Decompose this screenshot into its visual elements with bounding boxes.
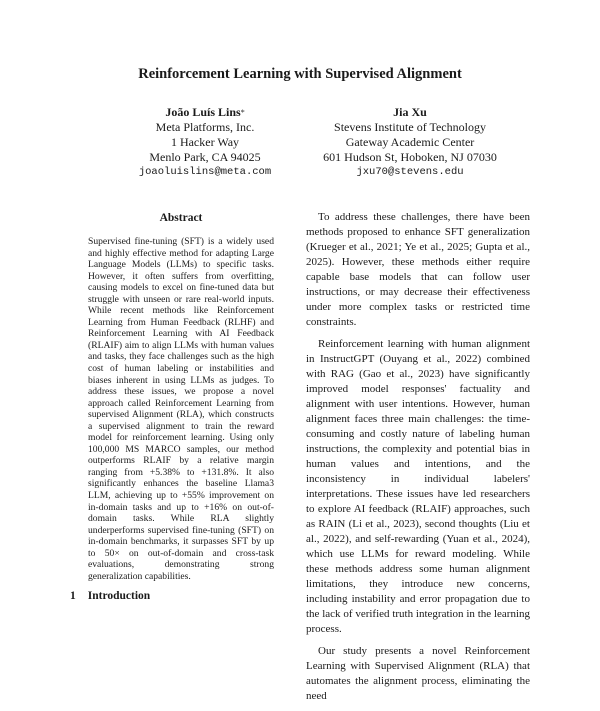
author-footnote-marker: *	[240, 108, 245, 117]
abstract-heading: Abstract	[159, 212, 203, 224]
author-affiliation-line: Menlo Park, CA 94025	[149, 150, 261, 164]
section-heading	[70, 590, 150, 602]
author-block-2	[300, 105, 520, 180]
author-name-text: João Luís Lins	[165, 105, 241, 119]
body-column	[306, 210, 530, 711]
author-affiliation-line: Stevens Institute of Technology	[334, 120, 486, 134]
abstract-text: Supervised fine-tuning (SFT) is a widely used and highly effective method for adapting Large Language Models (LLMs) to specific tasks. However, it often suffers from overfitting, causing models to excel on fine-tuned data but struggle with unseen or rare real-world inputs. While recent methods like Reinforcement Learning from Human Feedback (RLHF) and Reinforcement Learning with AI Feedback (RLAIF) aim to align LLMs with human values and tasks, they face challenges such as the high cost of human labeling or instabilities and biases inherent in using LLMs as judges. To address these issues, we propose a novel approach called Reinforcement Learning from supervised Alignment (RLA), which constructs a supervised alignment to train the reward model for reinforcement learning. Using only 100,000 MS MARCO samples, our method outperforms RLAIF by a relative margin ranging from +5.38% to +131.8%. It also significantly enhances the baseline Llama3 LLM, achieving up to +55% improvement on in-domain tasks and up to +16% on out-of-domain tasks. While RLA slightly underperforms supervised fine-tuning (SFT) on in-domain benchmarks, it surpasses SFT by up to 50× on out-of-domain and cross-task evaluations, demonstrating strong generalization capabilities.	[88, 236, 274, 582]
body-paragraph: Reinforcement learning with human alignment in InstructGPT (Ouyang et al., 2022) combined with RAG (Gao et al., 2023) have significantly improved model responses' factuality and alignment with user intentions. However, human alignment faces three main challenges: the time-consuming and costly nature of labeling human instructions, the complexity and potential bias in human values and intentions, and the inconsistency in individual labelers' interpretations. These issues have led researchers to explore AI feedback (RLAIF) approaches, such as RAIN (Li et al., 2023), second thoughts (Liu et al., 2022), and self-rewarding (Yuan et al., 2024), which use LLMs for reward modeling. While these methods address some human alignment limitations, they introduce new concerns, including instability and error propagation due to the lack of verified truth integration in the learning process.	[306, 338, 530, 635]
author-affiliation-line: Meta Platforms, Inc.	[155, 120, 255, 134]
author-affiliation-line: 1 Hacker Way	[170, 135, 240, 149]
author-affiliation-line: 601 Hudson St, Hoboken, NJ 07030	[323, 150, 497, 164]
author-email: jxu70@stevens.edu	[356, 166, 464, 178]
body-paragraph: Our study presents a novel Reinforcement Learning with Supervised Alignment (RLA) that automates the alignment process, eliminating the need	[306, 645, 530, 702]
author-name	[120, 105, 290, 120]
body-paragraph: To address these challenges, there have been methods proposed to enhance SFT generalization (Krueger et al., 2021; Ye et al., 2025; Gupta et al., 2025). However, these methods either require capable base models that can follow user instructions, or may decrease their effectiveness under more complex tasks or restricted time constraints.	[306, 211, 530, 328]
section-number: 1	[70, 590, 76, 602]
author-affiliation-line: Gateway Academic Center	[345, 135, 475, 149]
author-block-1	[120, 105, 290, 180]
author-name-text: Jia Xu	[393, 105, 427, 119]
author-email: joaoluislins@meta.com	[138, 166, 272, 178]
section-title: Introduction	[87, 590, 151, 602]
author-name	[300, 105, 520, 120]
paper-title: Reinforcement Learning with Supervised Alignment	[138, 66, 462, 82]
